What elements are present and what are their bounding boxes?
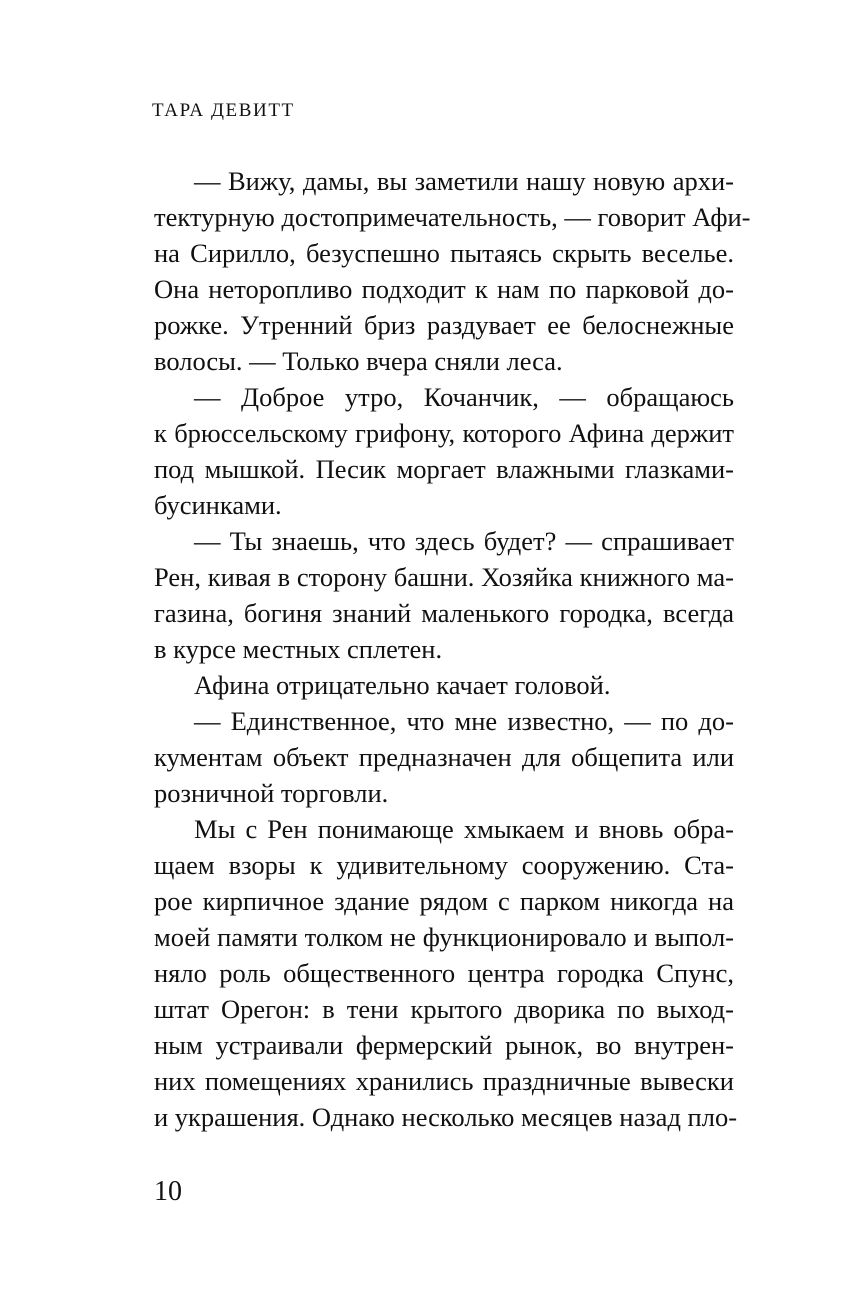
text-line: тектурную достопримечательность, — говорит Афи-: [154, 202, 751, 232]
page-number: 10: [154, 1176, 182, 1207]
text-line: кументам объект предназначен для общепита или: [154, 742, 734, 772]
text-line: Мы с Рен понимающе хмыкаем и вновь обра-: [194, 814, 734, 844]
text-line: моей памяти толком не функционировало и выпол-: [154, 922, 734, 952]
text-line: Она неторопливо подходит к нам по парковой до-: [154, 274, 734, 304]
text-line: Рен, кивая в сторону башни. Хозяйка книжного ма-: [154, 562, 734, 592]
text-line: и украшения. Однако несколько месяцев назад пло-: [154, 1102, 738, 1132]
text-line: рожке. Утренний бриз раздувает ее белоснежные: [154, 310, 734, 340]
text-line: них помещениях хранились праздничные вывески: [154, 1066, 734, 1096]
text-line: — Доброе утро, Кочанчик, — обращаюсь: [194, 382, 734, 412]
text-line: рое кирпичное здание рядом с парком никогда на: [154, 886, 734, 916]
text-line: розничной торговли.: [154, 778, 389, 808]
running-header-author: ТАРА ДЕВИТТ: [152, 100, 295, 121]
text-line: на Сирилло, безуспешно пытаясь скрыть веселье.: [154, 238, 734, 268]
text-line: ным устраивали фермерский рынок, во внутрен-: [154, 1030, 734, 1060]
text-line: газина, богиня знаний маленького городка, всегда: [154, 598, 734, 628]
text-line: к брюссельскому грифону, которого Афина держит: [154, 418, 734, 448]
text-line: штат Орегон: в тени крытого дворика по выход-: [154, 994, 734, 1024]
text-line: няло роль общественного центра городка Спунс,: [154, 958, 734, 988]
text-line: — Единственное, что мне известно, — по до-: [194, 706, 734, 736]
text-line: под мышкой. Песик моргает влажными глазками-: [154, 454, 734, 484]
text-line: бусинками.: [154, 490, 282, 520]
body-text: [154, 163, 751, 1135]
text-line: — Вижу, дамы, вы заметили нашу новую архи-: [194, 166, 734, 196]
text-line: щаем взоры к удивительному сооружению. Ста-: [154, 850, 734, 880]
text-line: Афина отрицательно качает головой.: [194, 670, 611, 700]
text-line: — Ты знаешь, что здесь будет? — спрашивает: [194, 526, 734, 556]
text-line: в курсе местных сплетен.: [154, 634, 443, 664]
text-line: волосы. — Только вчера сняли леса.: [154, 346, 563, 376]
